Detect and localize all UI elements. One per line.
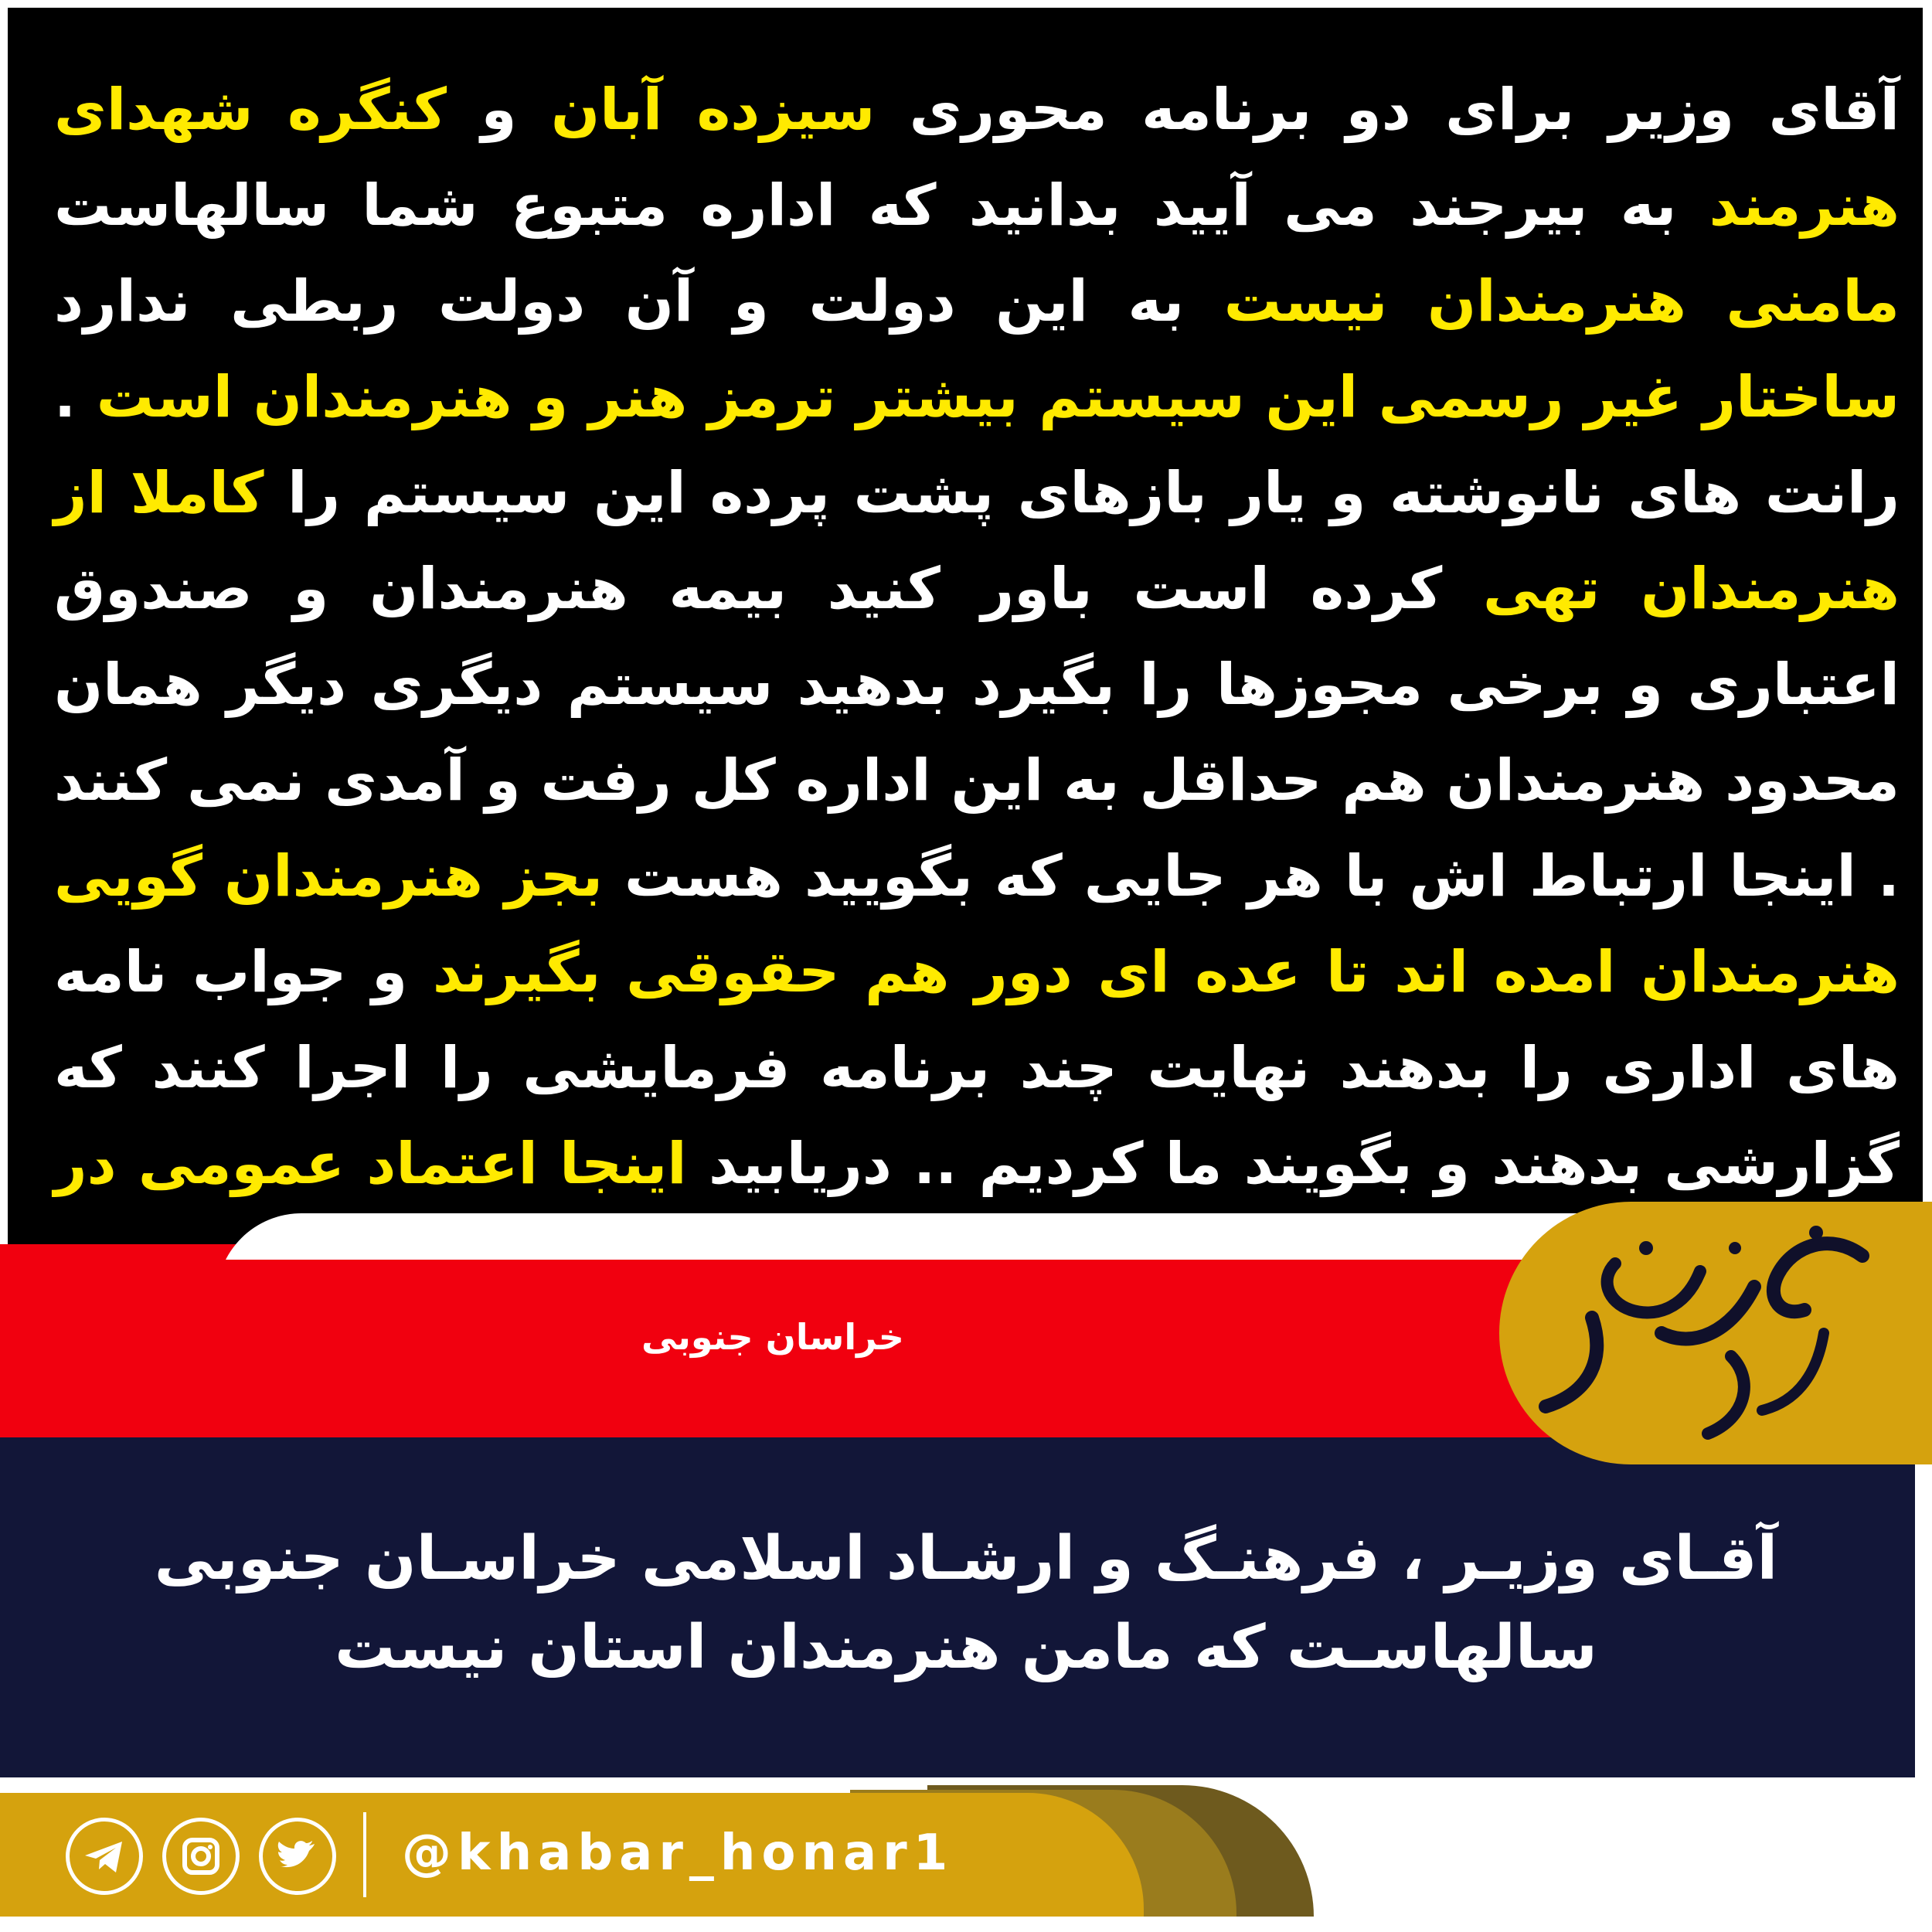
highlighted-phrase: بجز هنرمندان گویی هنرمندان امده اند تا عده ای دور هم حقوقی بگیرند: [54, 843, 1900, 1005]
highlighted-phrase: اینجا اعتماد عمومی در: [54, 1131, 687, 1197]
region-label: خراسان جنوبی: [641, 1316, 904, 1358]
text-panel: [8, 8, 1923, 1244]
body-phrase: و: [447, 77, 551, 143]
body-phrase: کرده است باور کنید بیمه هنرمندان و صندوق اعتباری و برخی مجوزها را بگیرد بدهید سیستم دیگری دیگر همان محدود هنرمندان هم حداقل به این اداره کل رفت و آمدی نمی کنند . اینجا ارتباط اش با هر جایی که بگویید هست: [54, 556, 1900, 910]
body-text: [54, 62, 1900, 1308]
headline: آقـای وزیـر ، فرهنـگ و ارشـاد اسلامی خراسـان جنوبی سالهاسـت که مامن هنرمندان استان نیست: [154, 1524, 1778, 1682]
body-phrase: . رانت های نانوشته و یار بازهای پشت پرده این سیستم را: [54, 364, 1900, 526]
twitter-icon[interactable]: [259, 1818, 336, 1895]
telegram-icon[interactable]: [66, 1818, 143, 1895]
body-phrase: به بیرجند می آیید بدانید که اداره متبوع شما سالهاست: [54, 172, 1709, 239]
brand-logo: [1499, 1202, 1932, 1464]
social-handle[interactable]: @khabar_honar1: [402, 1825, 954, 1882]
body-phrase: آقای وزیر برای دو برنامه محوری: [875, 77, 1900, 143]
body-phrase: به این دولت و آن دولت ربطی ندارد: [54, 268, 1224, 335]
highlighted-phrase: کاملا از هنرمندان تهی: [54, 460, 1900, 622]
highlighted-phrase: مامنی هنرمندان نیست: [1223, 268, 1900, 335]
footer-divider: [363, 1812, 366, 1897]
highlighted-phrase: ساختار غیر رسمی این سیستم بیشتر ترمز هنر و هنرمندان است: [96, 364, 1900, 430]
highlighted-phrase: کنگره شهدای هنرمند: [54, 77, 1900, 239]
highlighted-phrase: سیزده آبان: [551, 77, 876, 143]
body-phrase: و جواب نامه های اداری را بدهند نهایت چند برنامه فرمایشی را اجرا کنند که گزارشی بدهند و بگویند ما کردیم .. دریابید: [54, 939, 1900, 1197]
instagram-icon[interactable]: [162, 1818, 240, 1895]
